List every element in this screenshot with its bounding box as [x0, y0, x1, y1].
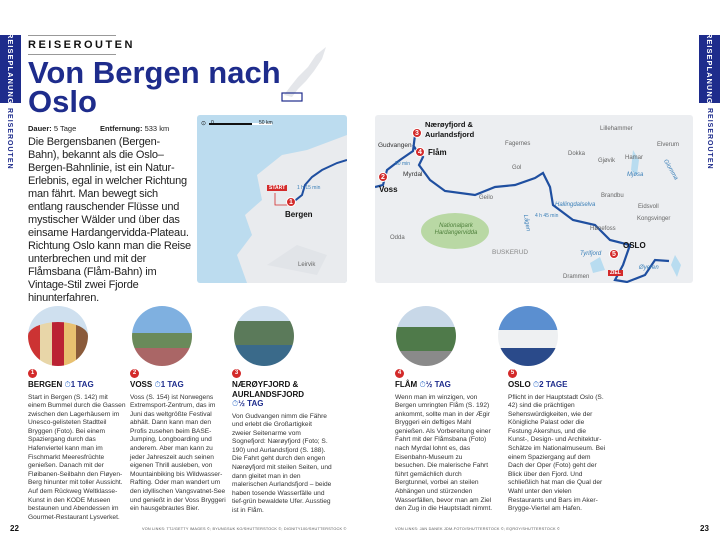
- duration: Dauer: 5 Tage: [28, 124, 77, 133]
- section-kicker: REISEROUTEN: [28, 35, 116, 55]
- page-title: Von Bergen nach Oslo: [28, 55, 281, 119]
- stop-duration: 2 TAGE: [539, 380, 568, 389]
- label-voss: Voss: [379, 185, 398, 194]
- stop-duration: 1 TAG: [70, 380, 94, 389]
- label-mjosa: Mjøsa: [627, 172, 644, 178]
- stop-duration: ½ TAG: [238, 399, 264, 408]
- label-leirvik: Leirvik: [298, 262, 316, 268]
- label-gjovik: Gjøvik: [598, 158, 615, 164]
- label-nationalpark: Nationalpark Hardangervidda: [434, 223, 478, 236]
- label-gol: Gol: [512, 165, 522, 171]
- clock-icon: ⏱: [532, 380, 540, 389]
- clock-icon: ⏱: [419, 380, 426, 389]
- compass-icon: ⊙: [201, 121, 207, 127]
- stop-5: [508, 369, 606, 514]
- label-dokka: Dokka: [568, 151, 586, 157]
- travel-time-2: 4 h 45 min: [535, 213, 559, 219]
- clock-icon: ⏱: [154, 380, 161, 389]
- stop-duration: ½ TAG: [425, 380, 451, 389]
- side-tab-right: REISEPLANUNG: [699, 35, 720, 103]
- photo-voss: [132, 306, 192, 366]
- label-glomma: Glomma: [662, 158, 679, 182]
- pin-2[interactable]: 2: [378, 172, 388, 182]
- map-bergen: [197, 115, 347, 283]
- label-eidsvoll: Eidsvoll: [638, 204, 659, 210]
- label-tyrifjord: Tyrifjord: [580, 251, 602, 257]
- stop-name: BERGEN: [28, 380, 63, 389]
- start-label: START: [269, 185, 286, 191]
- label-fagernes: Fagernes: [505, 141, 531, 147]
- stop-number: 1: [28, 369, 37, 378]
- side-tab-left: REISEPLANUNG: [0, 35, 21, 103]
- stop-number: 3: [232, 369, 241, 378]
- pin-1[interactable]: 1: [286, 197, 296, 207]
- map-route: [375, 115, 693, 283]
- stop-2: [130, 369, 228, 514]
- label-elverum: Elverum: [657, 142, 680, 148]
- label-odda: Odda: [390, 235, 405, 241]
- label-drammen: Drammen: [563, 274, 590, 280]
- travel-time: 1 h 15 min: [297, 185, 321, 191]
- photo-naeroyfjord: [234, 306, 294, 366]
- photo-flam: [396, 306, 456, 366]
- side-subtab-left: REISEROUTEN: [6, 108, 13, 170]
- travel-time-1: 50 min: [395, 161, 411, 167]
- label-flam: Flåm: [428, 148, 447, 157]
- stop-text: Start in Bergen (S. 142) mit einem Bummel durch die Gassen zwischen den Lagerhäusern im Unesco-gelisteten Stadtteil Bryggen (Foto). Bei einem Spaziergang durch das Hafenviertel kann man im Fischmarkt Meeresfrüchte genießen. Danach mit der Fløibanen-Seilbahn den Fløyen-Berg hinunter mit toller Aussicht. Auf dem Rückweg Weltklasse-Kunst in den KODE Museen bestaunen und Abendessen im Gourmet-Restaurant Lysverket.: [28, 393, 126, 521]
- label-aurlandsfjord: Aurlandsfjord: [425, 130, 475, 139]
- stop-3: [232, 369, 332, 516]
- stop-1: [28, 369, 126, 522]
- stop-text: Voss (S. 154) ist Norwegens Extremsport-Zentrum, das im Juni das weltgrößte Festival abhält. Dann kann man den Profis zusehen beim BASE-Jumping, Longboarding und anderem. Aber man kann zu jeder Jahreszeit auch seinen eigenen Thrill ausleben, von Mountainbiking bis Wildwasser-Rafting. Oder man wandert um den idyllischen Vangsvatnet-See und genießt in der Voss Bryggeri ein hausgebrautes Bier.: [130, 393, 226, 513]
- stop-name: VOSS: [130, 380, 153, 389]
- norway-inset-map: [268, 45, 333, 105]
- stop-number: 2: [130, 369, 139, 378]
- scale-0: 0: [211, 120, 214, 126]
- label-oyeren: Øyeren: [639, 265, 659, 271]
- stop-duration: 1 TAG: [160, 380, 184, 389]
- photo-bergen: [28, 306, 88, 366]
- stop-text: Pflicht in der Hauptstadt Oslo (S. 42) sind die prächtigen Sehenswürdigkeiten, wie der Königliche Palast oder die Festung Akershus, und die Kunst-, Design- und Architektur-Schätze im Nationalmuseum. Bei einem Spaziergang auf dem Dach der Oper (Foto) geht der Blick über den Fjord. Und schließlich hat man die Qual der Wahl unter den vielen Restaurants und Bars im Aker- Brygge-Viertel am Hafen.: [508, 393, 606, 513]
- label-bergen: Bergen: [285, 210, 313, 219]
- label-oslo: OSLO: [623, 241, 646, 250]
- label-hamar: Hamar: [625, 155, 644, 161]
- photo-oslo: [498, 306, 558, 366]
- label-lagen: Lågen: [521, 214, 531, 232]
- intro-text: Die Bergensbanen (Bergen-Bahn), bekannt als die Oslo–Bergen-Bahnlinie, ist ein Natur-Erlebnis, egal in welcher Richtung man fährt. Man bewegt sich entlang rauschender Flüsse und mystischer Wälder und über das einsame Hardangervidda-Plateau. Richtung Oslo kann man die Reise unterbrechen und mit der Flåmsbana (Flåm-Bahn) im Vintage-Stil zwei Fjorde hinunterfahren.: [28, 136, 191, 304]
- label-honefoss: Hønefoss: [590, 226, 616, 232]
- distance: Entfernung: 533 km: [100, 124, 170, 133]
- label-brandbu: Brandbu: [601, 193, 624, 199]
- pin-4[interactable]: 4: [415, 147, 425, 157]
- pin-5[interactable]: 5: [609, 249, 619, 259]
- stop-4: [395, 369, 493, 514]
- label-buskerud: BUSKERUD: [492, 249, 529, 256]
- side-subtab-right: REISEROUTEN: [706, 108, 713, 170]
- stop-text: Von Gudvangen nimm die Fähre und erlebt die Großartigkeit zweier Seitenarme vom Sognefjord: Nærøyfjord (Foto; S. 190) und Aurlandsfjord (S. 188). Die Fahrt geht durch den engen Nærøyfjord mit steilen Seiten, und dann gleitet man in den malerischen Aurlandsfjord – beide haben tosende Wasserfälle und tief-grün bewaldete Ufer. Ausstieg ist in Flåm.: [232, 412, 332, 515]
- pin-3[interactable]: 3: [412, 128, 422, 138]
- label-geilo: Geilo: [479, 195, 494, 201]
- ziel-label: ZIEL: [610, 270, 621, 276]
- label-kongsvinger: Kongsvinger: [637, 216, 671, 222]
- stop-name: NÆRØYFJORD & AURLANDSFJORD: [232, 380, 304, 399]
- stop-text: Wenn man im winzigen, von Bergen umringten Flåm (S. 192) ankommt, sollte man in der Ægir Bryggeri ein deftiges Mahl genießen. Als Vorbereitung einer Fahrt mit der Flåmsbana (Foto) nach Myrdal lohnt es, das Eisenbahn-Museum zu besuchen. Die malerische Fahrt führt gemächlich durch Bergtunnel, vorbei an steilen Abhängen und stürzenden Wasserfällen, bevor man am Ziel den Zug in die Hauptstadt nimmt.: [395, 393, 493, 513]
- clock-icon: ⏱: [64, 380, 71, 389]
- label-myrdal: Myrdal: [403, 171, 423, 178]
- stop-number: 4: [395, 369, 404, 378]
- page-number-left: 22: [10, 524, 19, 533]
- clock-icon: ⏱: [232, 399, 239, 408]
- label-lillehammer: Lillehammer: [600, 126, 633, 132]
- scale-50: 50 km: [259, 120, 273, 126]
- photo-credits-left: VON LINKS: TTJ/GETTY IMAGES ©; BYUNGSUK KO/SHUTTERSTOCK ©; DIGNITY100/SHUTTERSTOCK ©: [142, 527, 347, 531]
- label-hallingdalselva: Hallingdalselva: [555, 202, 596, 208]
- stop-number: 5: [508, 369, 517, 378]
- photo-credits-right: VON LINKS: JAN DANEK JDM-FOTO/SHUTTERSTOCK ©; EQROY/SHUTTERSTOCK ©: [395, 527, 560, 531]
- label-gudvangen: Gudvangen: [378, 142, 412, 149]
- stop-name: FLÅM: [395, 380, 418, 389]
- page-number-right: 23: [700, 524, 709, 533]
- label-naeroyfjord: Nærøyfjord &: [425, 120, 473, 129]
- stop-name: OSLO: [508, 380, 531, 389]
